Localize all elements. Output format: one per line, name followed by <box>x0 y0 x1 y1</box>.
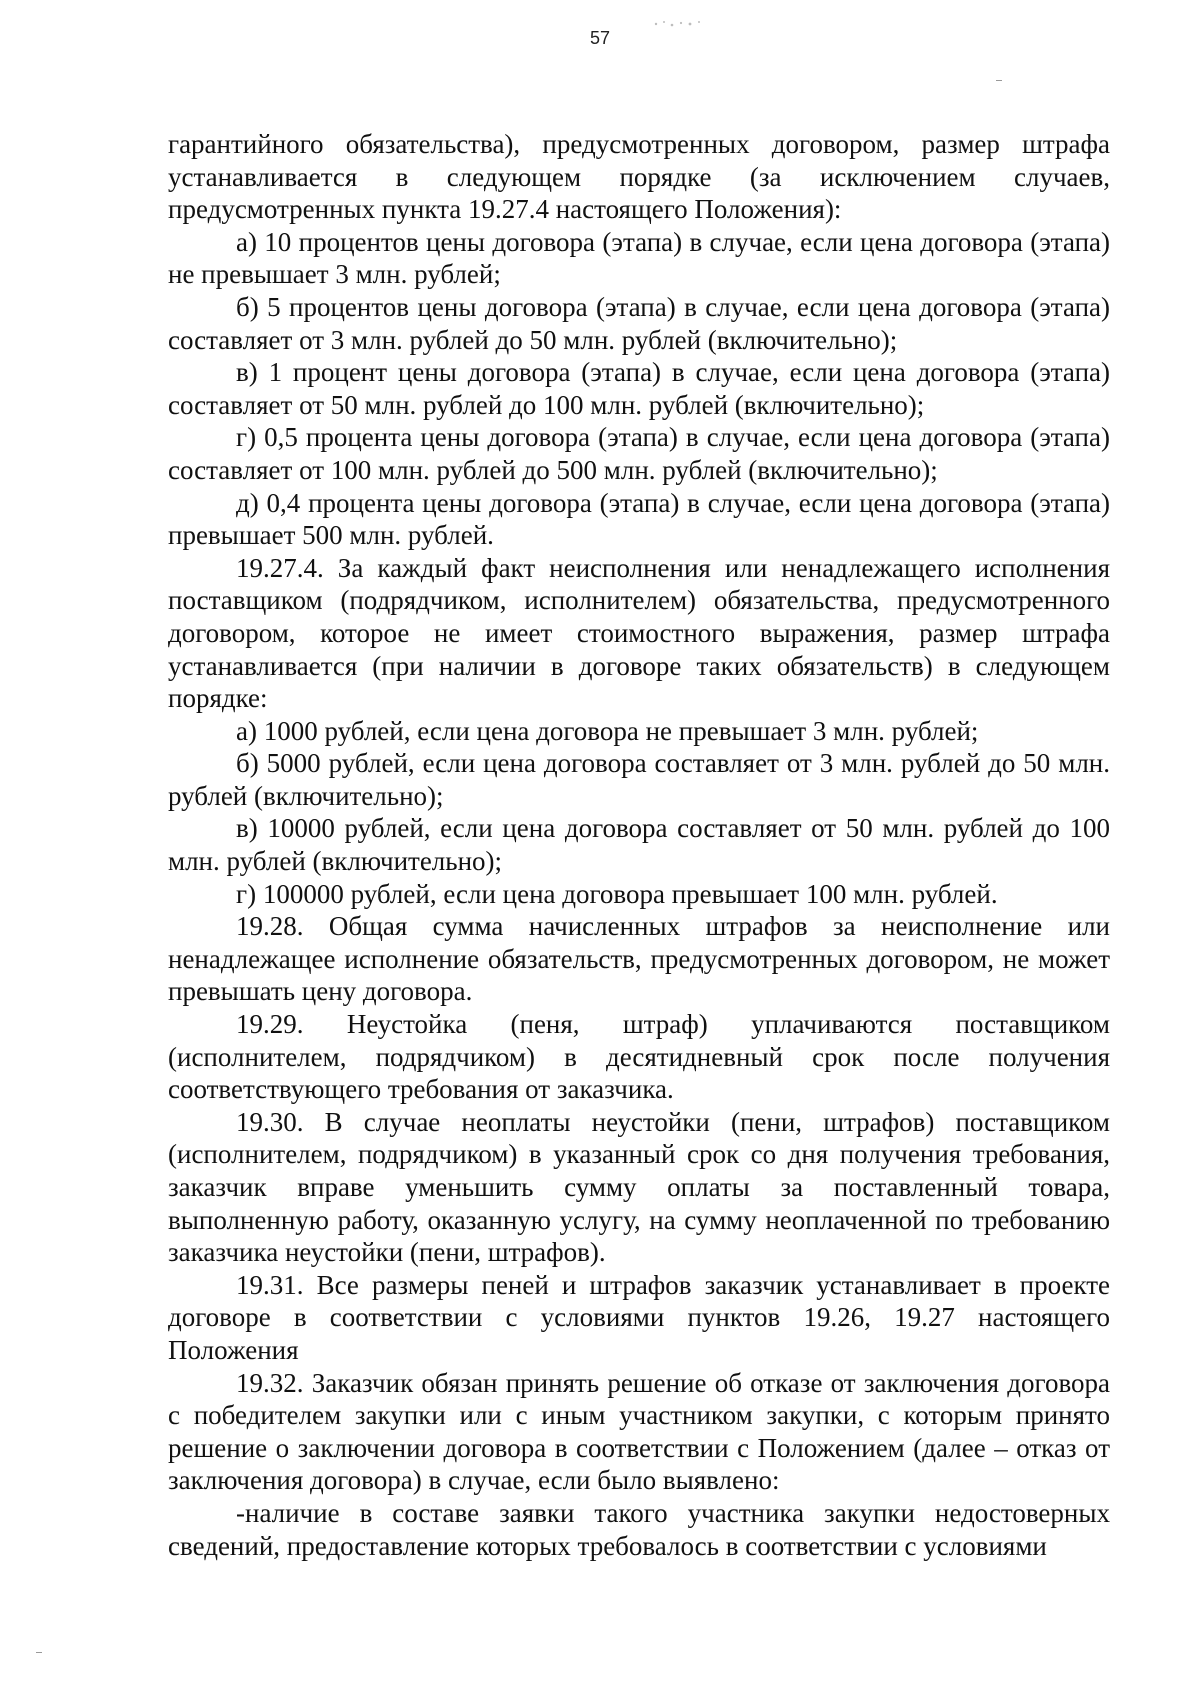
clause-paragraph: 19.29. Неустойка (пеня, штраф) уплачиваются поставщиком (исполнителем, подрядчиком) в десятидневный срок после получения соответствующего требования от заказчика. <box>168 1009 1110 1105</box>
list-item: в) 10000 рублей, если цена договора составляет от 50 млн. рублей до 100 млн. рублей (включительно); <box>168 813 1110 877</box>
list-item: д) 0,4 процента цены договора (этапа) в случае, если цена договора (этапа) превышает 500 млн. рублей. <box>168 487 1110 551</box>
list-item: б) 5 процентов цены договора (этапа) в случае, если цена договора (этапа) составляет от 3 млн. рублей до 50 млн. рублей (включительно); <box>168 291 1110 355</box>
page-number: 57 <box>589 28 611 48</box>
list-item: а) 10 процентов цены договора (этапа) в случае, если цена договора (этапа) не превышает 3 млн. рублей; <box>168 226 1110 290</box>
clause-paragraph: -наличие в составе заявки такого участника закупки недостоверных сведений, предоставление которых требовалось в соответствии с условиями <box>168 1497 1110 1561</box>
document-body <box>168 128 1110 1562</box>
list-item: а) 1000 рублей, если цена договора не превышает 3 млн. рублей; <box>236 715 979 746</box>
clause-paragraph: 19.30. В случае неоплаты неустойки (пени, штрафов) поставщиком (исполнителем, подрядчиком) в указанный срок со дня получения требования, заказчик вправе уменьшить сумму оплаты за поставленный товара, выполненную работу, оказанную услугу, на сумму неоплаченной по требованию заказчика неустойки (пени, штрафов). <box>168 1106 1110 1268</box>
clause-paragraph: 19.31. Все размеры пеней и штрафов заказчик устанавливает в проекте договоре в соответствии с условиями пунктов 19.26, 19.27 настоящего Положения <box>168 1269 1110 1365</box>
paragraph: гарантийного обязательства), предусмотренных договором, размер штрафа устанавливается в следующем порядке (за исключением случаев, предусмотренных пункта 19.27.4 настоящего Положения): <box>168 129 1110 225</box>
list-item: г) 0,5 процента цены договора (этапа) в случае, если цена договора (этапа) составляет от 100 млн. рублей до 500 млн. рублей (включительно); <box>168 422 1110 485</box>
list-item: г) 100000 рублей, если цена договора превышает 100 млн. рублей. <box>236 878 998 909</box>
list-item: в) 1 процент цены договора (этапа) в случае, если цена договора (этапа) составляет от 50 млн. рублей до 100 млн. рублей (включительно); <box>168 357 1110 420</box>
scan-mark <box>996 80 1002 81</box>
list-item: б) 5000 рублей, если цена договора составляет от 3 млн. рублей до 50 млн. рублей (включительно); <box>168 748 1110 811</box>
clause-paragraph: 19.27.4. За каждый факт неисполнения или ненадлежащего исполнения поставщиком (подрядчиком, исполнителем) обязательства, предусмотренного договором, которое не имеет стоимостного выражения, размер штрафа устанавливается (при наличии в договоре таких обязательств) в следующем порядке: <box>168 552 1110 714</box>
clause-paragraph: 19.28. Общая сумма начисленных штрафов за неисполнение или ненадлежащее исполнение обязательств, предусмотренных договором, не может превышать цену договора. <box>168 911 1110 1007</box>
scan-mark <box>36 1652 42 1653</box>
clause-paragraph: 19.32. Заказчик обязан принять решение об отказе от заключения договора с победителем закупки или с иным участником закупки, с которым принято решение о заключении договора в соответствии с Положением (далее – отказ от заключения договора) в случае, если было выявлено: <box>168 1367 1110 1496</box>
scan-artifact <box>650 18 710 30</box>
